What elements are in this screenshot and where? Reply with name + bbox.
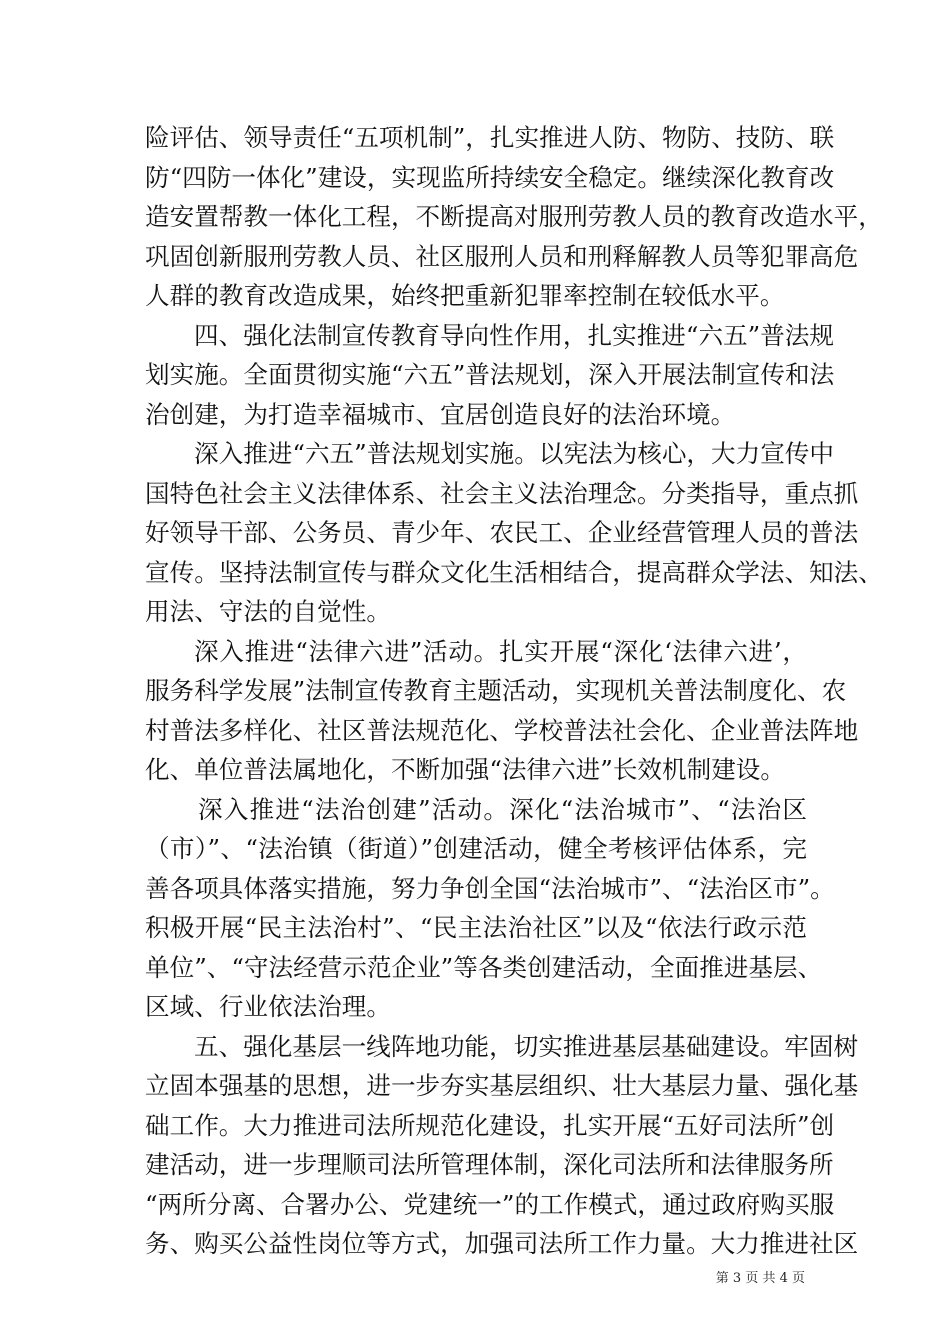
text-line: 立固本强基的思想，进一步夯实基层组织、壮大基层力量、强化基 bbox=[145, 1071, 859, 1100]
text-line: 五、强化基层一线阵地功能，切实推进基层基础建设。牢固树 bbox=[194, 1031, 859, 1061]
text-line: 服务科学发展”法制宣传教育主题活动，实现机关普法制度化、农 bbox=[145, 676, 847, 705]
text-line: 造安置帮教一体化工程，不断提高对服刑劳教人员的教育改造水平， bbox=[145, 202, 883, 231]
text-line: 单位”、“守法经营示范企业”等各类创建活动，全面推进基层、 bbox=[145, 952, 823, 982]
text-line: 宣传。坚持法制宣传与群众文化生活相结合，提高群众学法、知法、 bbox=[145, 557, 883, 587]
paragraph bbox=[145, 434, 883, 632]
text-line: 治创建，为打造幸福城市、宜居创造良好的法治环境。 bbox=[145, 399, 736, 429]
text-line: 人群的教育改造成果，始终把重新犯罪率控制在较低水平。 bbox=[145, 281, 785, 310]
text-line: 好领导干部、公务员、青少年、农民工、企业经营管理人员的普法 bbox=[145, 518, 859, 547]
text-line: 村普法多样化、社区普法规范化、学校普法社会化、企业普法阵地 bbox=[145, 715, 859, 745]
text-line: 务、购买公益性岗位等方式，加强司法所工作力量。大力推进社区 bbox=[145, 1229, 859, 1258]
text-line: 深入推进“法治创建”活动。深化“法治城市”、“法治区 bbox=[198, 794, 807, 824]
text-line: 础工作。大力推进司法所规范化建设，扎实开展“五好司法所”创 bbox=[145, 1110, 835, 1140]
paragraph bbox=[145, 118, 883, 316]
text-line: “两所分离、合署办公、党建统一”的工作模式，通过政府购买服 bbox=[145, 1189, 835, 1219]
text-line: 国特色社会主义法律体系、社会主义法治理念。分类指导，重点抓 bbox=[145, 478, 859, 508]
paragraph bbox=[145, 632, 859, 790]
text-line: 深入推进“六五”普法规划实施。以宪法为核心，大力宣传中 bbox=[194, 439, 834, 468]
text-line: 四、强化法制宣传教育导向性作用，扎实推进“六五”普法规 bbox=[194, 320, 834, 350]
text-line: 深入推进“法律六进”活动。扎实开展“深化‘法律六进’， bbox=[194, 636, 807, 666]
page-number: 第 3 页 共 4 页 bbox=[715, 1271, 805, 1286]
text-line: 巩固创新服刑劳教人员、社区服刑人员和刑释解教人员等犯罪高危 bbox=[145, 241, 859, 271]
text-line: 化、单位普法属地化，不断加强“法律六进”长效机制建设。 bbox=[145, 755, 785, 784]
text-line: 建活动，进一步理顺司法所管理体制，深化司法所和法律服务所 bbox=[145, 1150, 834, 1179]
text-line: 险评估、领导责任“五项机制”，扎实推进人防、物防、技防、联 bbox=[145, 123, 835, 152]
text-line: 划实施。全面贯彻实施“六五”普法规划，深入开展法制宣传和法 bbox=[145, 360, 835, 389]
text-line: 善各项具体落实措施，努力争创全国“法治城市”、“法治区市”。 bbox=[145, 873, 835, 903]
text-line: （市）”、“法治镇（街道）”创建活动，健全考核评估体系，完 bbox=[145, 834, 807, 863]
paragraph bbox=[145, 316, 835, 435]
text-line: 区域、行业依法治理。 bbox=[145, 992, 391, 1021]
text-line: 用法、守法的自觉性。 bbox=[145, 597, 391, 626]
text-line: 积极开展“民主法治村”、“民主法治社区”以及“依法行政示范 bbox=[145, 913, 807, 942]
document-body bbox=[145, 118, 883, 1264]
paragraph bbox=[145, 790, 835, 1027]
text-line: 防“四防一体化”建设，实现监所持续安全稳定。继续深化教育改 bbox=[145, 162, 835, 192]
paragraph bbox=[145, 1027, 859, 1264]
